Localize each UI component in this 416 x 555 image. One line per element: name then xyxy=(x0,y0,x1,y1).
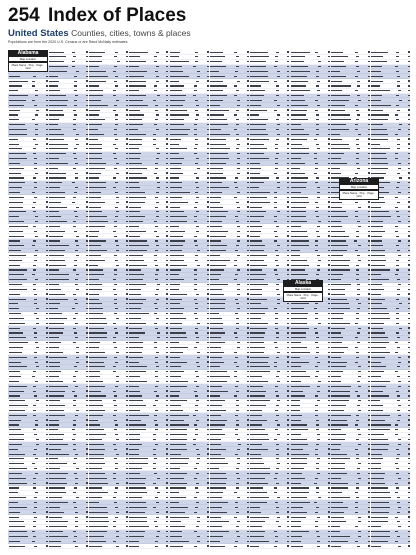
state-name: Arizona xyxy=(339,178,379,184)
index-row xyxy=(89,549,129,550)
index-row xyxy=(290,549,330,550)
index-column xyxy=(8,50,48,550)
index-row xyxy=(8,549,48,550)
state-section-alabama xyxy=(8,50,48,72)
index-row xyxy=(48,549,88,550)
index-column xyxy=(330,50,370,550)
state-name: Alabama xyxy=(8,50,48,56)
page-number: 254 xyxy=(8,5,40,26)
state-section-alaska xyxy=(283,280,323,302)
page-title: Index of Places xyxy=(48,5,187,26)
index-row xyxy=(129,549,169,550)
index-column xyxy=(371,50,410,550)
state-key-heading: Map Location xyxy=(339,184,379,190)
section-title: United States xyxy=(8,28,69,39)
index-row xyxy=(371,549,410,550)
population-note: Populations are from the 2020 U.S. Census or are Rand McNally estimates. xyxy=(8,40,129,44)
state-name: Alaska xyxy=(283,280,323,286)
section-heading xyxy=(8,28,191,39)
section-subtitle: Counties, cities, towns & places xyxy=(71,28,191,38)
index-column xyxy=(89,50,129,550)
index-row xyxy=(330,549,370,550)
index-column xyxy=(129,50,169,550)
state-key-sample: Place Name · Pop. · Page · Grid xyxy=(283,292,323,302)
index-grid xyxy=(8,50,410,550)
index-row xyxy=(250,549,290,550)
index-row xyxy=(169,549,209,550)
state-key-heading: Map Location xyxy=(8,56,48,62)
state-key-sample: Place Name · Pop. · Page · Grid xyxy=(8,62,48,72)
index-column xyxy=(48,50,88,550)
index-column xyxy=(169,50,209,550)
state-section-arizona xyxy=(339,178,379,200)
index-column xyxy=(210,50,250,550)
state-key-sample: Place Name · Pop. · Page · Grid xyxy=(339,190,379,200)
state-key-heading: Map Location xyxy=(283,286,323,292)
index-row xyxy=(210,549,250,550)
